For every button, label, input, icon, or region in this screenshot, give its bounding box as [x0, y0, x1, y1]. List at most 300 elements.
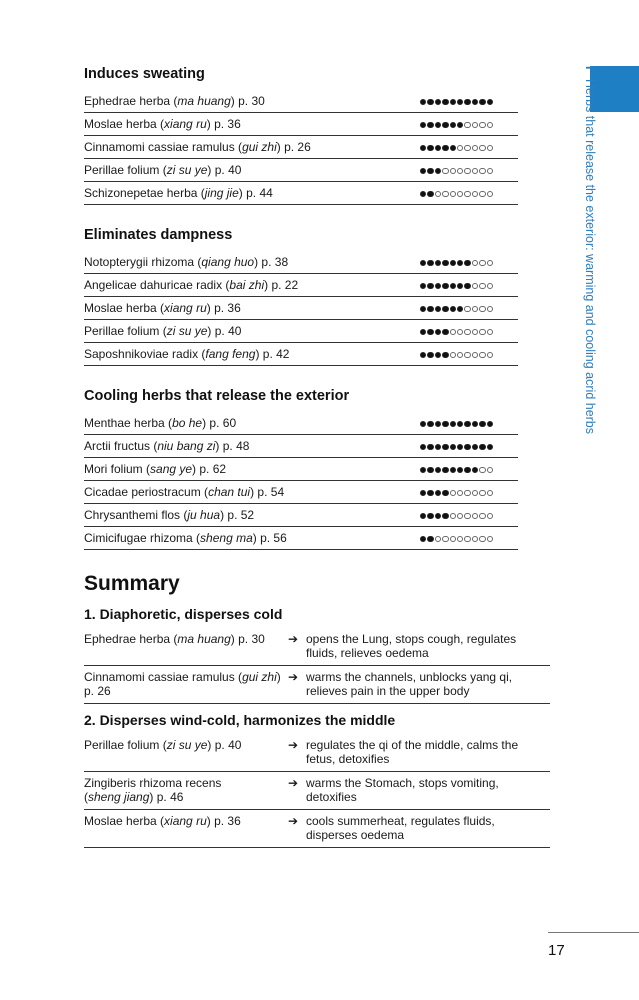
empty-dot — [487, 490, 493, 496]
herb-page: ) p. 48 — [215, 439, 250, 453]
herb-latin: Cimicifugae rhizoma ( — [84, 531, 201, 545]
empty-dot — [457, 490, 463, 496]
filled-dot — [420, 122, 426, 128]
herb-name — [84, 412, 420, 435]
herb-table — [84, 412, 518, 550]
filled-dot — [427, 191, 433, 197]
filled-dot — [420, 191, 426, 197]
filled-dot — [420, 467, 426, 473]
rating-dots — [420, 536, 493, 542]
empty-dot — [472, 513, 478, 519]
empty-dot — [464, 168, 470, 174]
rating-dots — [420, 306, 493, 312]
herb-latin: Notopterygii rhizoma ( — [84, 255, 202, 269]
herb-latin: Angelicae dahuricae radix ( — [84, 278, 230, 292]
herb-name — [84, 435, 420, 458]
strength-rating — [420, 320, 518, 343]
empty-dot — [450, 191, 456, 197]
empty-dot — [487, 168, 493, 174]
empty-dot — [479, 168, 485, 174]
herb-latin: Cinnamomi cassiae ramulus ( — [84, 140, 243, 154]
herb-latin: Cinnamomi cassiae ramulus ( — [84, 670, 243, 684]
herb-latin: Saposhnikoviae radix ( — [84, 347, 206, 361]
rating-dots — [420, 122, 493, 128]
filled-dot — [450, 467, 456, 473]
herb-pinyin: ju hua — [187, 508, 221, 522]
filled-dot — [442, 260, 448, 266]
strength-rating — [420, 527, 518, 550]
herb-pinyin: xiang ru — [164, 814, 207, 828]
filled-dot — [427, 145, 433, 151]
empty-dot — [442, 191, 448, 197]
filled-dot — [457, 421, 463, 427]
filled-dot — [420, 490, 426, 496]
herb-pinyin: ma huang — [177, 632, 231, 646]
herb-sections — [84, 66, 518, 550]
herb-latin: Moslae herba ( — [84, 301, 165, 315]
rating-dots — [420, 283, 493, 289]
filled-dot — [450, 99, 456, 105]
filled-dot — [450, 444, 456, 450]
herb-row — [84, 527, 518, 550]
filled-dot — [450, 145, 456, 151]
herb-row — [84, 412, 518, 435]
effect-line: regulates the qi of the middle, calms the — [306, 738, 519, 752]
filled-dot — [427, 467, 433, 473]
herb-pinyin: sheng jiang — [88, 790, 150, 804]
herb-page: ) p. 36 — [206, 117, 241, 131]
summary-herb — [84, 810, 288, 848]
empty-dot — [450, 490, 456, 496]
herb-latin: Moslae herba ( — [84, 814, 165, 828]
filled-dot — [457, 283, 463, 289]
empty-dot — [472, 329, 478, 335]
herb-page: ) p. 36 — [206, 814, 241, 828]
filled-dot — [450, 122, 456, 128]
herb-row — [84, 113, 518, 136]
filled-dot — [427, 490, 433, 496]
summary-row — [84, 628, 550, 666]
effect-line: relieves pain in the upper body — [306, 684, 470, 698]
herb-latin-cont: ( — [84, 790, 88, 804]
herb-row — [84, 320, 518, 343]
herb-latin: Ephedrae herba ( — [84, 94, 178, 108]
effect-line: warms the Stomach, stops vomiting, — [306, 776, 499, 790]
herb-page: ) p. 36 — [206, 301, 241, 315]
filled-dot — [427, 260, 433, 266]
herb-row — [84, 182, 518, 205]
filled-dot — [420, 352, 426, 358]
rating-dots — [420, 444, 493, 450]
herb-latin: Perillae folium ( — [84, 324, 167, 338]
rating-dots — [420, 145, 493, 151]
herb-row — [84, 251, 518, 274]
herb-pinyin: xiang ru — [164, 301, 207, 315]
empty-dot — [487, 352, 493, 358]
filled-dot — [435, 260, 441, 266]
herb-pinyin: chan tui — [208, 485, 251, 499]
filled-dot — [420, 168, 426, 174]
rating-dots — [420, 168, 493, 174]
filled-dot — [435, 99, 441, 105]
herb-page: ) p. 40 — [207, 738, 242, 752]
empty-dot — [487, 122, 493, 128]
summary-herb — [84, 666, 288, 704]
rating-dots — [420, 421, 493, 427]
filled-dot — [442, 99, 448, 105]
strength-rating — [420, 136, 518, 159]
filled-dot — [427, 99, 433, 105]
filled-dot — [457, 306, 463, 312]
arrow-icon: ➔ — [288, 628, 306, 666]
herb-page: ) p. 52 — [220, 508, 255, 522]
filled-dot — [472, 467, 478, 473]
empty-dot — [472, 191, 478, 197]
filled-dot — [442, 490, 448, 496]
filled-dot — [450, 421, 456, 427]
herb-pinyin: sang ye — [150, 462, 193, 476]
filled-dot — [427, 513, 433, 519]
herb-pinyin: bai zhi — [229, 278, 265, 292]
herb-page: ) p. 38 — [254, 255, 289, 269]
herb-latin: Moslae herba ( — [84, 117, 165, 131]
herb-latin: Ephedrae herba ( — [84, 632, 178, 646]
herb-pinyin: ma huang — [177, 94, 231, 108]
summary-group-title: 1. Diaphoretic, disperses cold — [84, 606, 283, 622]
empty-dot — [472, 168, 478, 174]
herb-page: ) p. 30 — [230, 94, 265, 108]
filled-dot — [435, 513, 441, 519]
herb-page: ) p. 46 — [149, 790, 184, 804]
section-title: Eliminates dampness — [84, 227, 233, 243]
filled-dot — [420, 329, 426, 335]
herb-name — [84, 527, 420, 550]
filled-dot — [427, 329, 433, 335]
side-tab-marker — [590, 66, 639, 112]
strength-rating — [420, 274, 518, 297]
empty-dot — [487, 536, 493, 542]
filled-dot — [427, 168, 433, 174]
strength-rating — [420, 504, 518, 527]
effect-line: fluids, relieves oedema — [306, 646, 429, 660]
filled-dot — [442, 467, 448, 473]
herb-pinyin: fang feng — [205, 347, 256, 361]
empty-dot — [479, 490, 485, 496]
empty-dot — [457, 191, 463, 197]
filled-dot — [442, 513, 448, 519]
herb-page: ) p. 62 — [192, 462, 227, 476]
summary-row — [84, 666, 550, 704]
empty-dot — [457, 536, 463, 542]
filled-dot — [420, 283, 426, 289]
herb-latin: Perillae folium ( — [84, 163, 167, 177]
herb-name — [84, 343, 420, 366]
empty-dot — [487, 306, 493, 312]
herb-name — [84, 182, 420, 205]
empty-dot — [479, 536, 485, 542]
filled-dot — [464, 99, 470, 105]
rating-dots — [420, 352, 493, 358]
summary-table — [84, 628, 550, 704]
effect-line: warms the channels, unblocks yang qi, — [306, 670, 513, 684]
rating-dots — [420, 490, 493, 496]
filled-dot — [420, 260, 426, 266]
filled-dot — [435, 329, 441, 335]
herb-row — [84, 343, 518, 366]
rating-dots — [420, 260, 493, 266]
herb-latin: Cicadae periostracum ( — [84, 485, 209, 499]
filled-dot — [464, 260, 470, 266]
herb-name — [84, 481, 420, 504]
herb-row — [84, 481, 518, 504]
summary-row — [84, 810, 550, 848]
summary-effect — [306, 810, 550, 848]
filled-dot — [464, 444, 470, 450]
herb-pinyin: niu bang zi — [157, 439, 216, 453]
filled-dot — [420, 444, 426, 450]
filled-dot — [427, 122, 433, 128]
strength-rating — [420, 481, 518, 504]
filled-dot — [472, 444, 478, 450]
herb-pinyin: jing jie — [204, 186, 239, 200]
effect-line: fetus, detoxifies — [306, 752, 390, 766]
herb-latin: Schizonepetae herba ( — [84, 186, 205, 200]
filled-dot — [427, 536, 433, 542]
filled-dot — [457, 99, 463, 105]
filled-dot — [442, 306, 448, 312]
empty-dot — [464, 306, 470, 312]
filled-dot — [435, 306, 441, 312]
herb-row — [84, 458, 518, 481]
summary-title: Summary — [84, 572, 180, 595]
summary-herb — [84, 734, 288, 772]
empty-dot — [472, 122, 478, 128]
empty-dot — [479, 467, 485, 473]
effect-line: opens the Lung, stops cough, regulates — [306, 632, 517, 646]
empty-dot — [457, 168, 463, 174]
page-number: 17 — [548, 942, 565, 959]
empty-dot — [457, 329, 463, 335]
herb-pinyin: qiang huo — [201, 255, 255, 269]
filled-dot — [457, 122, 463, 128]
filled-dot — [487, 99, 493, 105]
herb-page-cont: p. 26 — [84, 684, 111, 698]
chapter-title: Herbs that release the exterior: warming and cooling acrid herbs — [583, 78, 597, 435]
empty-dot — [435, 536, 441, 542]
filled-dot — [427, 283, 433, 289]
herb-name — [84, 159, 420, 182]
filled-dot — [435, 490, 441, 496]
empty-dot — [450, 536, 456, 542]
strength-rating — [420, 435, 518, 458]
filled-dot — [435, 352, 441, 358]
empty-dot — [464, 191, 470, 197]
empty-dot — [487, 145, 493, 151]
herb-row — [84, 136, 518, 159]
herb-name — [84, 297, 420, 320]
filled-dot — [442, 145, 448, 151]
filled-dot — [420, 513, 426, 519]
empty-dot — [457, 145, 463, 151]
filled-dot — [442, 444, 448, 450]
empty-dot — [479, 122, 485, 128]
empty-dot — [479, 145, 485, 151]
filled-dot — [442, 421, 448, 427]
arrow-icon: ➔ — [288, 734, 306, 772]
summary-row — [84, 772, 550, 810]
empty-dot — [479, 260, 485, 266]
herb-page: ) p. 56 — [252, 531, 287, 545]
empty-dot — [487, 191, 493, 197]
summary-row — [84, 734, 550, 772]
empty-dot — [464, 145, 470, 151]
empty-dot — [457, 352, 463, 358]
herb-row — [84, 435, 518, 458]
filled-dot — [435, 145, 441, 151]
empty-dot — [450, 329, 456, 335]
strength-rating — [420, 182, 518, 205]
herb-page: ) p. 22 — [264, 278, 299, 292]
filled-dot — [420, 99, 426, 105]
empty-dot — [479, 513, 485, 519]
herb-latin: Chrysanthemi flos ( — [84, 508, 188, 522]
strength-rating — [420, 113, 518, 136]
filled-dot — [457, 260, 463, 266]
filled-dot — [457, 444, 463, 450]
filled-dot — [450, 306, 456, 312]
filled-dot — [450, 283, 456, 289]
herb-name — [84, 320, 420, 343]
effect-line: detoxifies — [306, 790, 357, 804]
effect-line: cools summerheat, regulates fluids, — [306, 814, 495, 828]
empty-dot — [464, 513, 470, 519]
effect-line: disperses oedema — [306, 828, 405, 842]
herb-page: ) p. 40 — [207, 324, 242, 338]
rating-dots — [420, 191, 493, 197]
herb-pinyin: bo he — [172, 416, 203, 430]
filled-dot — [427, 306, 433, 312]
herb-page: ) — [276, 670, 281, 684]
arrow-icon: ➔ — [288, 810, 306, 848]
herb-pinyin: sheng ma — [200, 531, 253, 545]
filled-dot — [442, 329, 448, 335]
herb-name — [84, 90, 420, 113]
empty-dot — [487, 513, 493, 519]
herb-name — [84, 274, 420, 297]
filled-dot — [420, 145, 426, 151]
summary-effect — [306, 734, 550, 772]
herb-name — [84, 504, 420, 527]
empty-dot — [472, 145, 478, 151]
strength-rating — [420, 90, 518, 113]
filled-dot — [427, 421, 433, 427]
herb-row — [84, 504, 518, 527]
herb-latin: Arctii fructus ( — [84, 439, 158, 453]
main-content — [84, 66, 518, 856]
herb-latin: Menthae herba ( — [84, 416, 173, 430]
empty-dot — [487, 283, 493, 289]
filled-dot — [420, 536, 426, 542]
filled-dot — [442, 283, 448, 289]
empty-dot — [464, 536, 470, 542]
strength-rating — [420, 412, 518, 435]
strength-rating — [420, 297, 518, 320]
filled-dot — [427, 444, 433, 450]
herb-page: ) p. 30 — [230, 632, 265, 646]
rating-dots — [420, 467, 493, 473]
herb-page: ) p. 42 — [255, 347, 290, 361]
filled-dot — [420, 306, 426, 312]
empty-dot — [472, 490, 478, 496]
section-title: Induces sweating — [84, 66, 205, 82]
empty-dot — [435, 191, 441, 197]
herb-table — [84, 251, 518, 366]
empty-dot — [450, 513, 456, 519]
empty-dot — [442, 536, 448, 542]
summary-effect — [306, 772, 550, 810]
herb-page: ) p. 54 — [250, 485, 285, 499]
summary-effect — [306, 628, 550, 666]
filled-dot — [464, 283, 470, 289]
filled-dot — [487, 421, 493, 427]
filled-dot — [420, 421, 426, 427]
strength-rating — [420, 343, 518, 366]
empty-dot — [487, 260, 493, 266]
herb-name — [84, 458, 420, 481]
running-header — [583, 66, 597, 434]
herb-table — [84, 90, 518, 205]
empty-dot — [464, 329, 470, 335]
empty-dot — [479, 352, 485, 358]
strength-rating — [420, 159, 518, 182]
herb-pinyin: zi su ye — [166, 738, 208, 752]
empty-dot — [464, 490, 470, 496]
empty-dot — [479, 306, 485, 312]
filled-dot — [487, 444, 493, 450]
herb-pinyin: zi su ye — [166, 324, 208, 338]
chapter-marker: I — [583, 66, 597, 70]
filled-dot — [435, 122, 441, 128]
empty-dot — [464, 122, 470, 128]
herb-pinyin: gui zhi — [242, 140, 277, 154]
herb-row — [84, 90, 518, 113]
empty-dot — [472, 306, 478, 312]
herb-latin: Zingiberis rhizoma recens — [84, 776, 222, 790]
herb-page: ) p. 60 — [202, 416, 237, 430]
herb-name — [84, 136, 420, 159]
herb-page: ) p. 44 — [238, 186, 273, 200]
rating-dots — [420, 513, 493, 519]
empty-dot — [487, 329, 493, 335]
herb-name — [84, 113, 420, 136]
empty-dot — [457, 513, 463, 519]
page-number-rule — [548, 932, 639, 933]
filled-dot — [435, 444, 441, 450]
empty-dot — [487, 467, 493, 473]
summary-group-title: 2. Disperses wind-cold, harmonizes the middle — [84, 712, 396, 728]
empty-dot — [464, 352, 470, 358]
summary-groups — [84, 606, 518, 848]
filled-dot — [435, 421, 441, 427]
herb-latin: Perillae folium ( — [84, 738, 167, 752]
filled-dot — [479, 99, 485, 105]
filled-dot — [435, 467, 441, 473]
herb-pinyin: xiang ru — [164, 117, 207, 131]
empty-dot — [472, 536, 478, 542]
empty-dot — [472, 352, 478, 358]
herb-row — [84, 274, 518, 297]
filled-dot — [450, 260, 456, 266]
